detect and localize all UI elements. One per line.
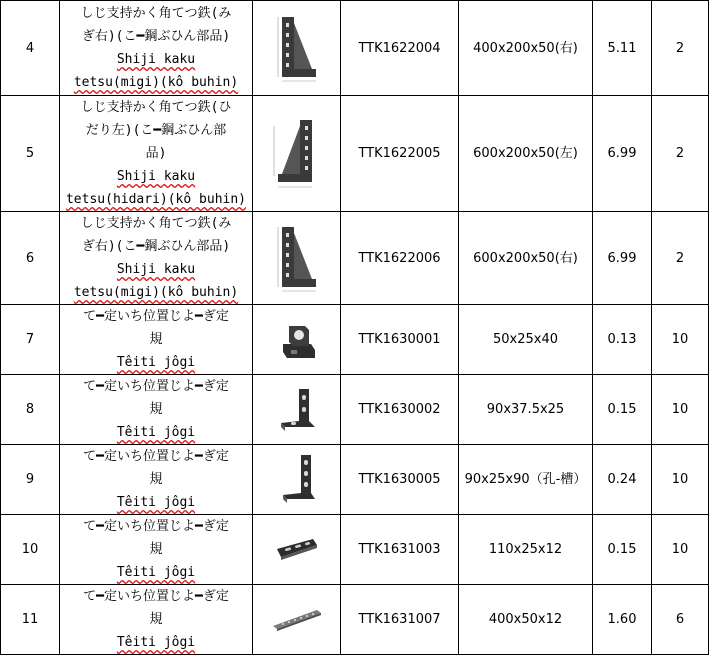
row-number: 9 (1, 445, 60, 515)
romaji-line: Têiti jôgi (116, 355, 196, 370)
name-line: 規 (149, 612, 163, 627)
romaji-line: Shiji kaku (116, 262, 196, 277)
table-row (1, 305, 709, 375)
part-code: TTK1622005 (341, 96, 459, 212)
part-size: 90x37.5x25 (459, 375, 593, 445)
part-code: TTK1630001 (341, 305, 459, 375)
part-code: TTK1630005 (341, 445, 459, 515)
part-name (60, 212, 253, 305)
l-bracket-tall-icon (272, 116, 322, 192)
part-image-cell (253, 445, 341, 515)
part-code: TTK1622006 (341, 212, 459, 305)
row-number: 5 (1, 96, 60, 212)
part-weight: 0.15 (593, 515, 652, 585)
table-row (1, 515, 709, 585)
romaji-line: Têiti jôgi (116, 635, 196, 650)
part-name (60, 305, 253, 375)
part-size: 110x25x12 (459, 515, 593, 585)
name-line: て━定いち位置じよ━ぎ定 (83, 309, 229, 324)
name-line: しじ支持かく角てつ鉄(み (80, 6, 232, 21)
part-code: TTK1630002 (341, 375, 459, 445)
part-qty: 2 (652, 1, 709, 96)
part-name (60, 96, 253, 212)
long-slotted-bar-icon (271, 606, 323, 634)
l-bracket-tall-icon (272, 223, 322, 293)
part-weight: 0.15 (593, 375, 652, 445)
name-line: 品) (145, 146, 167, 161)
slotted-bar-icon (273, 535, 321, 565)
part-name (60, 585, 253, 655)
part-image-cell (253, 1, 341, 96)
part-name (60, 515, 253, 585)
angle-gauge-icon (275, 453, 319, 507)
part-code: TTK1622004 (341, 1, 459, 96)
table-row (1, 375, 709, 445)
name-line: ぎ右)(こ━鋼ぶひん部品) (81, 29, 231, 44)
l-bracket-tall-icon (272, 13, 322, 83)
table-row (1, 96, 709, 212)
part-size: 400x200x50(右) (459, 1, 593, 96)
romaji-line: Têiti jôgi (116, 425, 196, 440)
part-weight: 5.11 (593, 1, 652, 96)
name-line: て━定いち位置じよ━ぎ定 (83, 519, 229, 534)
romaji-line: Têiti jôgi (116, 565, 196, 580)
part-image-cell (253, 585, 341, 655)
name-line: 規 (149, 542, 163, 557)
part-size: 600x200x50(右) (459, 212, 593, 305)
part-code: TTK1631007 (341, 585, 459, 655)
name-line: しじ支持かく角てつ鉄(み (80, 216, 232, 231)
part-size: 600x200x50(左) (459, 96, 593, 212)
part-qty: 2 (652, 96, 709, 212)
part-name (60, 375, 253, 445)
part-qty: 2 (652, 212, 709, 305)
part-weight: 0.13 (593, 305, 652, 375)
angle-gauge-icon (275, 385, 319, 435)
part-weight: 0.24 (593, 445, 652, 515)
part-image-cell (253, 96, 341, 212)
name-line: て━定いち位置じよ━ぎ定 (83, 449, 229, 464)
part-qty: 10 (652, 375, 709, 445)
part-name (60, 445, 253, 515)
part-image-cell (253, 515, 341, 585)
row-number: 10 (1, 515, 60, 585)
part-qty: 10 (652, 515, 709, 585)
row-number: 8 (1, 375, 60, 445)
name-line: だり左)(こ━鋼ぶひん部 (85, 123, 227, 138)
name-line: 規 (149, 472, 163, 487)
table-row (1, 1, 709, 96)
romaji-line: Shiji kaku (116, 52, 196, 67)
part-name (60, 1, 253, 96)
part-code: TTK1631003 (341, 515, 459, 585)
romaji-line: tetsu(migi)(kô buhin) (73, 75, 239, 90)
name-line: 規 (149, 402, 163, 417)
romaji-line: Shiji kaku (116, 169, 196, 184)
part-qty: 10 (652, 305, 709, 375)
part-image-cell (253, 375, 341, 445)
part-qty: 6 (652, 585, 709, 655)
part-image-cell (253, 212, 341, 305)
part-size: 90x25x90（孔-槽） (459, 445, 593, 515)
part-size: 50x25x40 (459, 305, 593, 375)
row-number: 7 (1, 305, 60, 375)
part-weight: 1.60 (593, 585, 652, 655)
part-size: 400x50x12 (459, 585, 593, 655)
name-line: しじ支持かく角てつ鉄(ひ (80, 100, 232, 115)
row-number: 11 (1, 585, 60, 655)
name-line: て━定いち位置じよ━ぎ定 (83, 589, 229, 604)
name-line: 規 (149, 332, 163, 347)
part-qty: 10 (652, 445, 709, 515)
part-weight: 6.99 (593, 96, 652, 212)
romaji-line: Têiti jôgi (116, 495, 196, 510)
row-number: 4 (1, 1, 60, 96)
part-image-cell (253, 305, 341, 375)
name-line: ぎ右)(こ━鋼ぶひん部品) (81, 239, 231, 254)
table-row (1, 445, 709, 515)
part-weight: 6.99 (593, 212, 652, 305)
romaji-line: tetsu(migi)(kô buhin) (73, 285, 239, 300)
table-row (1, 585, 709, 655)
positioning-block-icon (275, 318, 319, 362)
name-line: て━定いち位置じよ━ぎ定 (83, 379, 229, 394)
row-number: 6 (1, 212, 60, 305)
table-row (1, 212, 709, 305)
romaji-line: tetsu(hidari)(kô buhin) (65, 192, 246, 207)
